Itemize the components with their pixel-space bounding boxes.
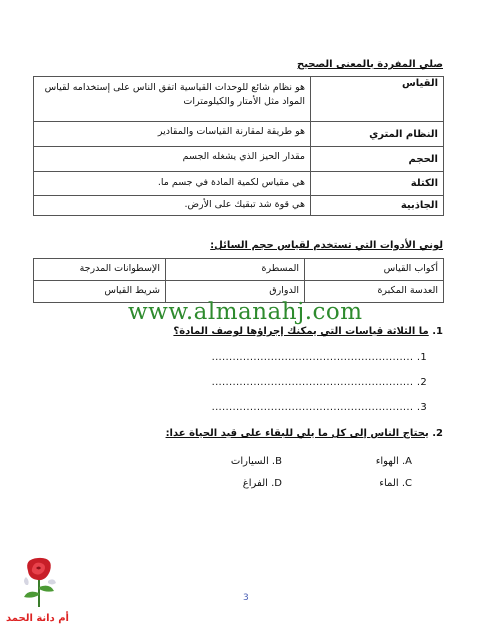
matching-table [33, 76, 444, 216]
logo [6, 555, 69, 635]
question-number: 2. [432, 428, 443, 439]
table-row [34, 259, 444, 281]
term-cell: الكتلة [311, 172, 444, 196]
tool-cell[interactable]: الإسطوانات المدرجة [34, 259, 166, 281]
question-text: ما الثلاثة قياسات التي يمكنك إجراؤها لوصف المادة؟ [173, 326, 429, 337]
watermark: www.almanahj.com [128, 299, 363, 325]
term-cell: النظام المتري [311, 122, 444, 147]
table-row [34, 147, 444, 172]
table-row [34, 172, 444, 196]
question-1 [173, 326, 443, 337]
table-row [34, 196, 444, 216]
page-number: 3 [243, 593, 249, 603]
table-row [34, 122, 444, 147]
question-text: يحتاج الناس إلى كل ما يلي للبقاء على قيد الحياة عدا: [165, 428, 429, 439]
tool-cell[interactable]: الدوارق [166, 281, 305, 303]
definition-cell: هو طريقة لمقارنة القياسات والمقادير [34, 122, 311, 147]
table-row [34, 77, 444, 122]
tool-cell[interactable]: المسطرة [166, 259, 305, 281]
tool-cell[interactable]: أكواب القياس [305, 259, 444, 281]
option-a[interactable]: A. الهواء [375, 456, 412, 467]
option-b[interactable]: B. السيارات [230, 456, 282, 467]
definition-cell: هي مقياس لكمية المادة في جسم ما. [34, 172, 311, 196]
answer-blank-2[interactable]: 2. .......................................................... [211, 377, 427, 388]
question-number: 1. [432, 326, 443, 337]
definition-cell: مقدار الحيز الذي يشغله الجسم [34, 147, 311, 172]
term-cell: الجاذبية [311, 196, 444, 216]
term-cell: الحجم [311, 147, 444, 172]
definition-cell: هي قوة شد تبقيك على الأرض. [34, 196, 311, 216]
logo-text: أم دانة الحمد [6, 613, 69, 624]
tools-title: لوني الأدوات التي تستخدم لقياس حجم السائل: [210, 240, 443, 251]
term-cell: القياس [311, 77, 444, 122]
tool-cell[interactable]: شريط القياس [34, 281, 166, 303]
tool-cell[interactable]: العدسة المكبرة [305, 281, 444, 303]
rose-icon [14, 555, 64, 610]
definition-cell: هو نظام شائع للوحدات القياسية اتفق الناس على إستخدامه لقياس المواد مثل الأمتار والكيلومترات [34, 77, 311, 122]
answer-blank-3[interactable]: 3. .......................................................... [211, 402, 427, 413]
question-2 [166, 428, 443, 439]
answer-blank-1[interactable]: 1. .......................................................... [211, 352, 427, 363]
tools-table [33, 258, 444, 303]
matching-title: صلي المفردة بالمعنى الصحيح [297, 59, 443, 70]
option-d[interactable]: D. الفراغ [242, 478, 282, 489]
option-c[interactable]: C. الماء [379, 478, 412, 489]
